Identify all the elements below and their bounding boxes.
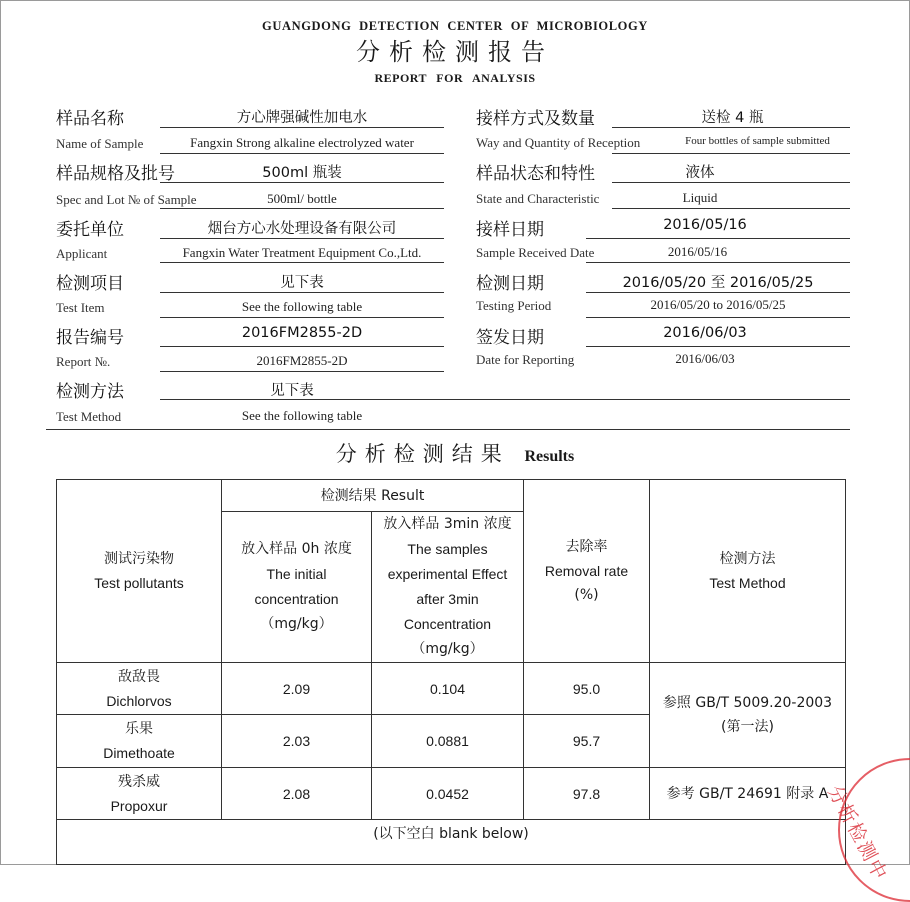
field-value-en: Fangxin Water Treatment Equipment Co.,Ltd. [182, 245, 422, 260]
header-3min-concentration [372, 512, 524, 663]
field-label-en: Sample Received Date [476, 245, 595, 260]
header-removal-rate [524, 480, 650, 663]
field-label-en: Name of Sample [56, 136, 144, 151]
field-value-cn: 见下表 [280, 275, 324, 291]
method-2: 参考 GB/T 24691 附录 A [650, 768, 846, 820]
pollutant-cn: 敌敌畏 [118, 668, 160, 685]
header-rate-en: Removal rate [544, 563, 629, 579]
organization-name: GUANGDONG DETECTION CENTER OF MICROBIOLOGY [262, 19, 648, 33]
field-value-en: See the following table [241, 408, 363, 423]
field-label-cn: 接样方式及数量 [476, 109, 595, 129]
header-method-cn: 检测方法 [719, 551, 776, 567]
pollutant-cell [57, 715, 222, 768]
header-c0-en1: The initial [266, 566, 327, 582]
method-1-line2: (第一法) [721, 719, 774, 735]
field-value-cn: 2016FM2855-2D [241, 325, 363, 341]
field-value-en: 2016/06/03 [675, 351, 735, 366]
field-label-cn: 样品规格及批号 [56, 164, 175, 184]
field-value-en: 2016FM2855-2D [256, 353, 348, 368]
field-label-cn: 样品状态和特性 [476, 164, 595, 184]
pollutant-cell [57, 768, 222, 820]
header-c0-cn: 放入样品 0h 浓度 [241, 541, 352, 557]
field-label-cn: 报告编号 [56, 328, 124, 348]
rate-value: 95.0 [524, 663, 650, 715]
report-title: 分析检测报告 [356, 38, 554, 66]
results-title-en: Results [524, 448, 575, 465]
c0-value: 2.09 [222, 663, 372, 715]
field-value-cn: 2016/06/03 [663, 325, 747, 341]
field-label-cn: 接样日期 [476, 220, 544, 240]
header-c0-en2: concentration [254, 591, 339, 607]
field-label-en: Spec and Lot № of Sample [56, 192, 197, 207]
pollutant-cn: 残杀威 [118, 773, 160, 790]
header-rate-cn: 去除率 [565, 539, 608, 555]
header-c0-unit: （mg/kg） [260, 616, 333, 632]
field-label-en: Testing Period [476, 298, 552, 313]
field-value-cn: 方心牌强碱性加电水 [236, 110, 368, 126]
pollutant-cell [57, 663, 222, 715]
method-1-line1: 参照 GB/T 5009.20-2003 [662, 695, 833, 711]
field-value-cn: 送检 4 瓶 [701, 110, 764, 126]
c3-value: 0.104 [372, 663, 524, 715]
results-title [0, 438, 910, 468]
field-value-en: 2016/05/16 [667, 244, 728, 259]
c3-value: 0.0881 [372, 715, 524, 768]
header-pollutant [57, 480, 222, 663]
header-c3-en1: The samples [407, 541, 488, 557]
field-value-cn: 烟台方心水处理设备有限公司 [207, 221, 397, 237]
header-test-method [650, 480, 846, 663]
field-label-en: Test Item [56, 300, 105, 315]
c0-value: 2.03 [222, 715, 372, 768]
field-value-en: Fangxin Strong alkaline electrolyzed water [190, 135, 414, 150]
field-label-cn: 检测方法 [56, 382, 124, 402]
table-row [57, 768, 846, 820]
field-value-cn: 2016/05/16 [663, 217, 747, 233]
results-table [56, 479, 846, 865]
field-value-cn: 500ml 瓶装 [262, 165, 342, 181]
c3-value: 0.0452 [372, 768, 524, 820]
field-value-en: 2016/05/20 to 2016/05/25 [650, 297, 786, 312]
header-c3-en2: experimental Effect [387, 566, 508, 582]
header-result-group: 检测结果 Result [222, 480, 524, 512]
rate-value: 97.8 [524, 768, 650, 820]
field-value-en: 500ml/ bottle [267, 191, 337, 206]
field-label-cn: 样品名称 [56, 109, 124, 129]
header-method-en: Test Method [709, 575, 786, 591]
pollutant-en: Dimethoate [103, 745, 175, 761]
field-label-en: State and Characteristic [476, 191, 600, 206]
method-cell [650, 663, 846, 768]
field-value-en: See the following table [241, 299, 363, 314]
field-label-en: Applicant [56, 246, 108, 261]
field-value-en: Liquid [682, 190, 718, 205]
rate-value: 95.7 [524, 715, 650, 768]
field-value-cn: 液体 [685, 165, 715, 181]
field-label-en: Report №. [56, 354, 111, 369]
field-value-cn: 2016/05/20 至 2016/05/25 [622, 275, 814, 291]
header-c3-unit: （mg/kg） [411, 641, 484, 657]
report-subtitle: REPORT FOR ANALYSIS [374, 71, 536, 85]
pollutant-cn: 乐果 [125, 721, 153, 737]
field-label-cn: 检测项目 [56, 274, 124, 294]
header-pollutant-en: Test pollutants [94, 575, 184, 591]
pollutant-en: Dichlorvos [106, 692, 172, 709]
c0-value: 2.08 [222, 768, 372, 820]
header-c3-en4: Concentration [403, 616, 492, 632]
header-rate-unit: (%) [574, 587, 599, 603]
header-c3-en3: after 3min [416, 591, 479, 607]
pollutant-en: Propoxur [110, 797, 168, 814]
blank-below: (以下空白 blank below) [57, 820, 846, 865]
field-label-cn: 委托单位 [56, 220, 124, 240]
field-value-cn: 见下表 [270, 383, 314, 399]
field-label-en: Date for Reporting [476, 352, 575, 367]
field-label-en: Way and Quantity of Reception [476, 135, 641, 150]
header-c3-cn: 放入样品 3min 浓度 [383, 516, 512, 532]
field-label-cn: 签发日期 [476, 328, 544, 348]
official-seal-text: 分析检测中 [823, 781, 892, 885]
field-value-en: Four bottles of sample submitted [685, 135, 830, 147]
header-initial-concentration [222, 512, 372, 663]
header-pollutant-cn: 测试污染物 [104, 551, 174, 567]
table-row [57, 663, 846, 715]
field-label-cn: 检测日期 [476, 274, 544, 294]
results-title-cn: 分析检测结果 [335, 442, 510, 466]
field-label-en: Test Method [56, 409, 122, 424]
